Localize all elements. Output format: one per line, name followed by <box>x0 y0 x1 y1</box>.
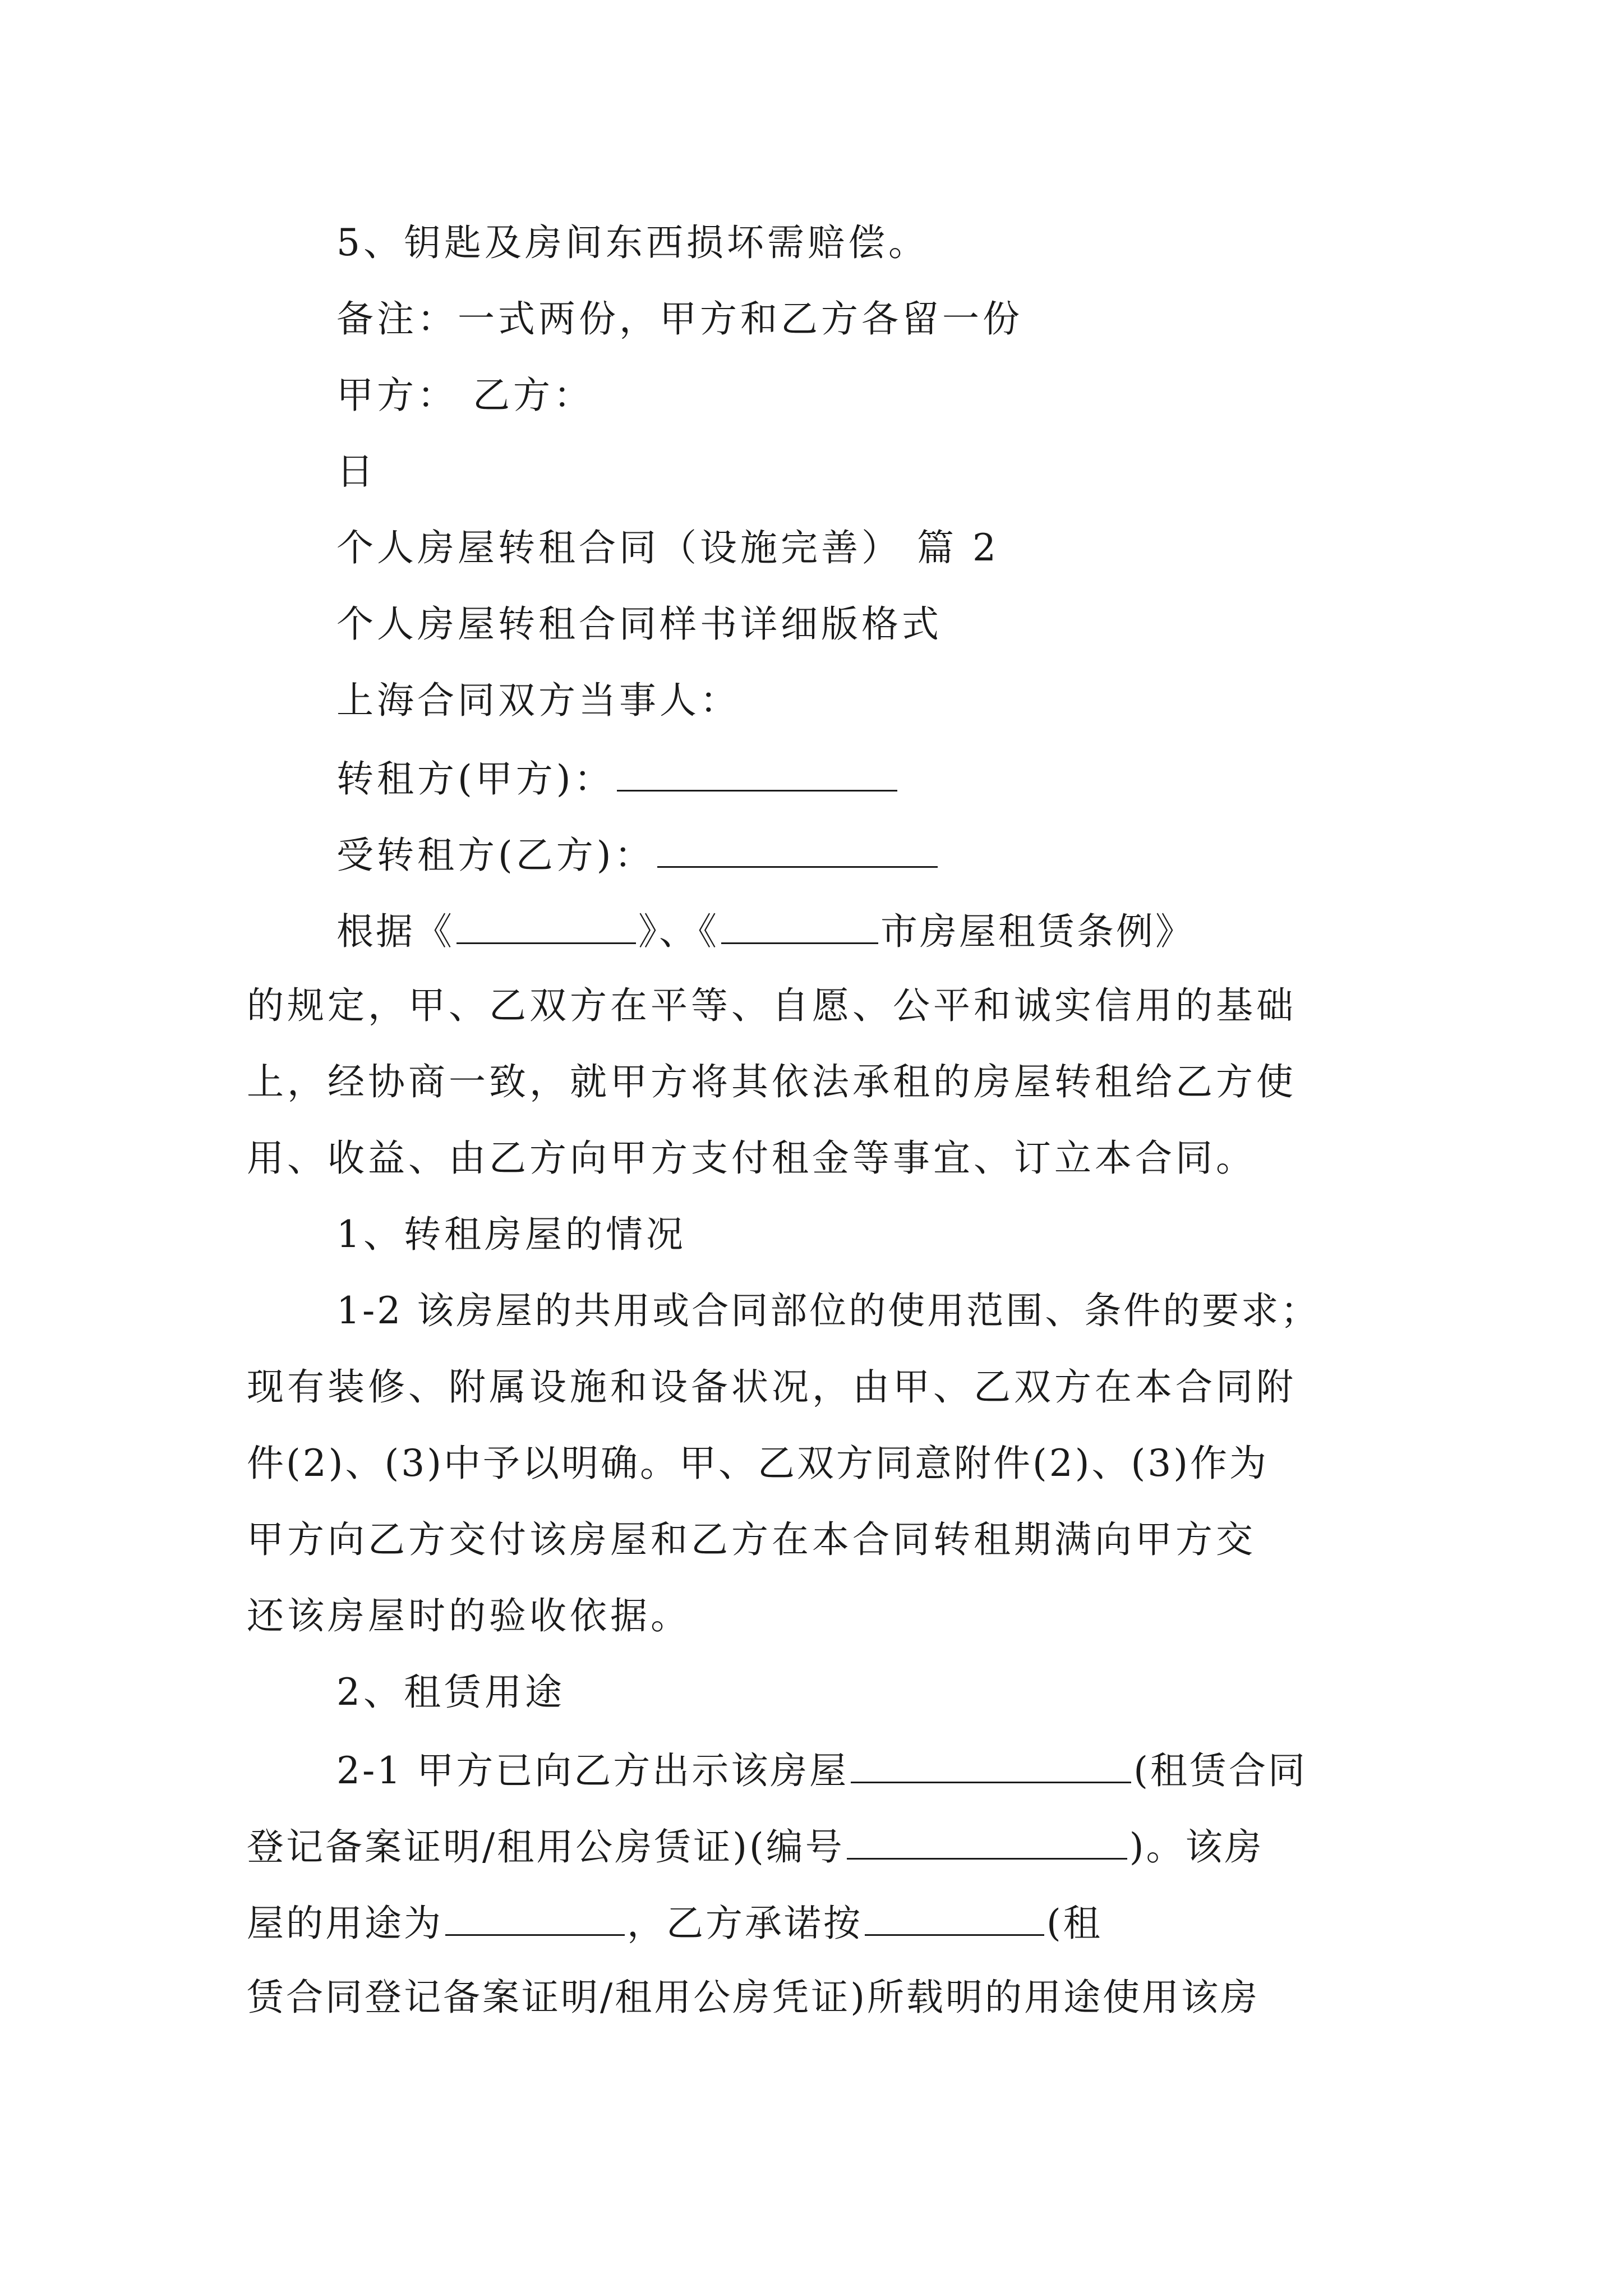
section-2-heading <box>336 1671 565 1714</box>
text: 市房屋租赁条例》 <box>880 910 1195 953</box>
text: (租赁合同 <box>1133 1749 1308 1792</box>
clause-1-2-line-4 <box>247 1518 1256 1561</box>
date-label <box>336 450 377 493</box>
text: 甲方向乙方交付该房屋和乙方在本合同转租期满向甲方交 <box>247 1518 1256 1561</box>
legal-basis-line <box>336 910 1195 953</box>
text: 》、《 <box>638 910 719 953</box>
text: 用、收益、由乙方向甲方支付租金等事宜、订立本合同。 <box>247 1137 1256 1180</box>
text: 甲方： 乙方： <box>336 374 594 417</box>
preamble-line-3 <box>247 1137 1256 1180</box>
clause-1-2-line-1 <box>336 1289 1320 1332</box>
section-title-part-2 <box>336 526 999 569</box>
text: 2、租赁用途 <box>336 1671 565 1714</box>
text: 个人房屋转租合同样书详细版格式 <box>336 602 942 646</box>
preamble-line-1 <box>247 984 1297 1027</box>
sublessee-field <box>336 834 940 877</box>
text: 5、钥匙及房间东西损坏需赔偿。 <box>336 221 929 264</box>
text: 件(2)、(3)中予以明确。甲、乙双方同意附件(2)、(3)作为 <box>247 1442 1269 1485</box>
section-1-heading <box>336 1213 686 1256</box>
text: 2-1 甲方已向乙方出示该房屋 <box>336 1749 849 1792</box>
text: 上，经协商一致，就甲方将其依法承租的房屋转租给乙方使 <box>247 1060 1297 1103</box>
sublessor-label: 转租方(甲方)： <box>336 757 615 800</box>
text: 1-2 该房屋的共用或合同部位的使用范围、条件的要求； <box>336 1289 1320 1332</box>
clause-2-1-line-1 <box>336 1749 1308 1792</box>
text: ，乙方承诺按 <box>627 1902 863 1945</box>
text: 日 <box>336 450 377 493</box>
document-type-blank <box>851 1750 1131 1783</box>
number-blank <box>847 1826 1127 1860</box>
text: 赁合同登记备案证明/租用公房凭证)所载明的用途使用该房 <box>247 1976 1260 2019</box>
clause-2-1-line-2 <box>247 1825 1264 1869</box>
clause-1-2-line-3 <box>247 1442 1269 1485</box>
text: (租 <box>1046 1902 1103 1945</box>
text: 1、转租房屋的情况 <box>336 1213 686 1256</box>
contract-template-title <box>336 602 942 646</box>
clause-5-keys-damage <box>336 221 929 264</box>
text: 登记备案证明/租用公房赁证)(编号 <box>247 1825 845 1869</box>
signature-parties <box>336 374 594 417</box>
usage-blank <box>445 1903 625 1936</box>
sublessee-label: 受转租方(乙方)： <box>336 834 655 877</box>
remark-copies <box>336 297 1023 341</box>
text: 上海合同双方当事人： <box>336 679 740 722</box>
city-blank <box>721 911 878 944</box>
sublessor-blank <box>617 758 897 792</box>
clause-2-1-line-4 <box>247 1976 1260 2019</box>
text: 还该房屋时的验收依据。 <box>247 1594 691 1637</box>
sublessor-field <box>336 758 900 798</box>
clause-1-2-line-5 <box>247 1594 691 1637</box>
text: 屋的用途为 <box>247 1902 443 1945</box>
clause-1-2-line-2 <box>247 1365 1297 1409</box>
sublessee-blank <box>657 835 938 868</box>
text: 个人房屋转租合同（设施完善） 篇 2 <box>336 526 999 569</box>
text: 根据《 <box>336 910 454 953</box>
preamble-line-2 <box>247 1060 1297 1103</box>
clause-2-1-line-3 <box>247 1902 1103 1945</box>
text: 现有装修、附属设施和设备状况，由甲、乙双方在本合同附 <box>247 1365 1297 1409</box>
text: 备注：一式两份，甲方和乙方各留一份 <box>336 297 1023 341</box>
text: 的规定，甲、乙双方在平等、自愿、公平和诚实信用的基础 <box>247 984 1297 1027</box>
certificate-blank <box>865 1903 1044 1936</box>
text: )。该房 <box>1129 1825 1264 1869</box>
parties-heading <box>336 679 740 722</box>
law-name-blank <box>457 911 636 944</box>
